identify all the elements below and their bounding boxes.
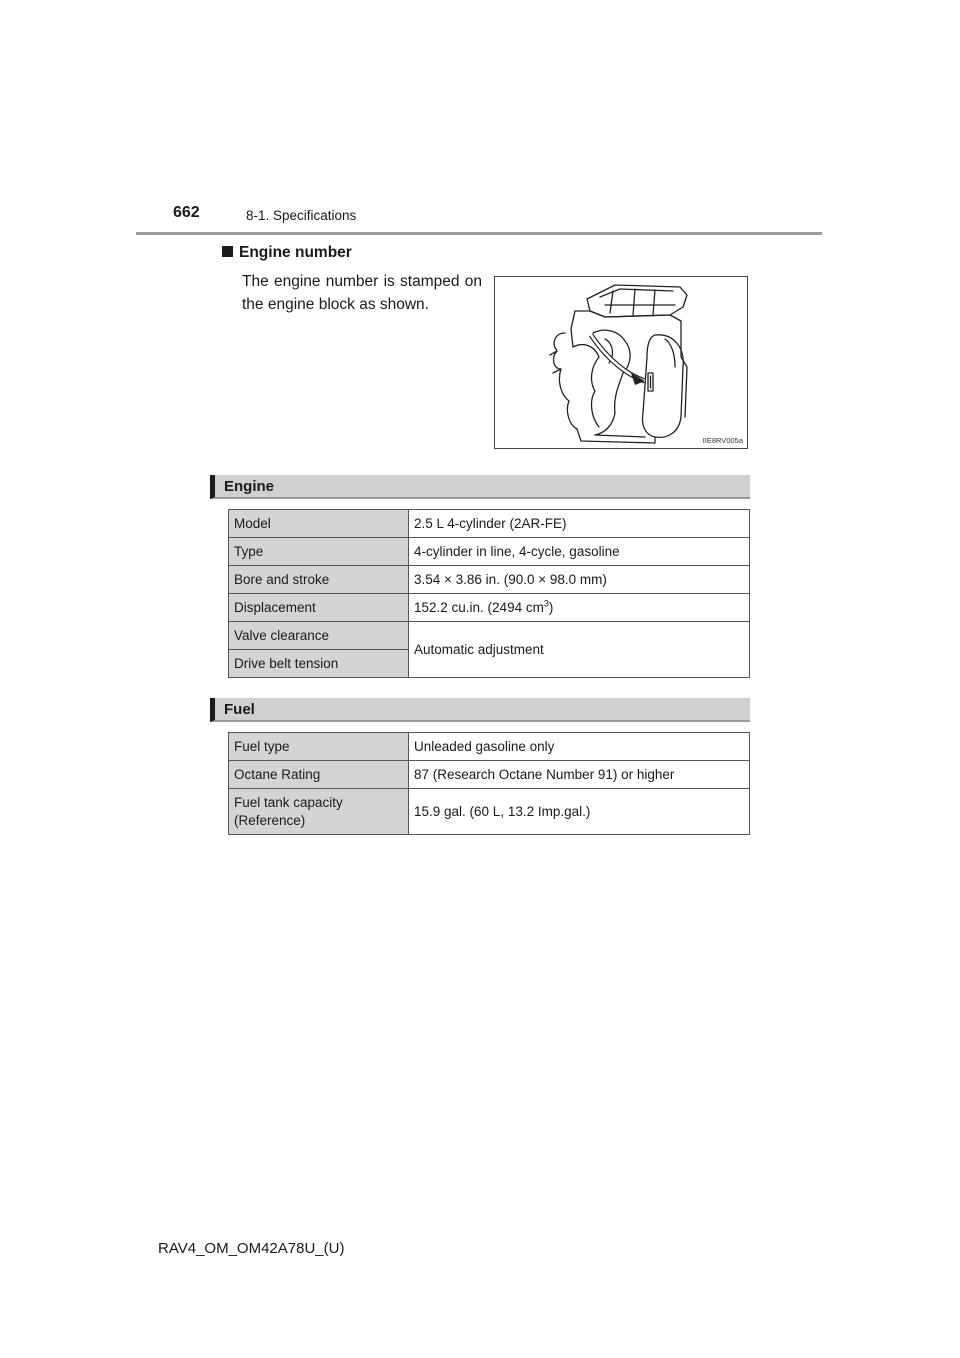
spec-value: 15.9 gal. (60 L, 13.2 Imp.gal.) xyxy=(409,789,750,835)
fuel-section-header xyxy=(210,698,750,722)
displacement-exponent: 3 xyxy=(543,598,549,609)
spec-value: Unleaded gasoline only xyxy=(409,733,750,761)
spec-label-line: Fuel tank capacity xyxy=(234,794,343,810)
square-bullet-icon xyxy=(222,246,233,257)
spec-label: Model xyxy=(229,510,409,538)
fuel-spec-table xyxy=(228,732,750,835)
spec-label: Drive belt tension xyxy=(229,650,409,678)
section-title: 8-1. Specifications xyxy=(246,208,357,223)
engine-spec-table xyxy=(228,509,750,678)
engine-section-header xyxy=(210,475,750,499)
spec-value: 4-cylinder in line, 4-cycle, gasoline xyxy=(409,538,750,566)
engine-block-illustration xyxy=(494,276,748,449)
table-row xyxy=(229,566,750,594)
spec-label xyxy=(229,789,409,835)
engine-drawing xyxy=(495,277,747,448)
fuel-section-title: Fuel xyxy=(224,701,255,718)
table-row xyxy=(229,622,750,650)
table-row xyxy=(229,594,750,622)
spec-label: Fuel type xyxy=(229,733,409,761)
spec-label: Type xyxy=(229,538,409,566)
table-row xyxy=(229,538,750,566)
spec-label: Valve clearance xyxy=(229,622,409,650)
engine-number-description: The engine number is stamped on the engine block as shown. xyxy=(242,273,482,313)
spec-value: 87 (Research Octane Number 91) or higher xyxy=(409,761,750,789)
spec-value: Automatic adjustment xyxy=(409,622,750,678)
spec-value xyxy=(409,594,750,622)
spec-label-line: (Reference) xyxy=(234,812,306,828)
spec-value: 3.54 × 3.86 in. (90.0 × 98.0 mm) xyxy=(409,566,750,594)
spec-value: 2.5 L 4-cylinder (2AR-FE) xyxy=(409,510,750,538)
spec-label: Octane Rating xyxy=(229,761,409,789)
engine-section-title: Engine xyxy=(224,478,275,495)
table-row xyxy=(229,789,750,835)
table-row xyxy=(229,761,750,789)
document-code: RAV4_OM_OM42A78U_(U) xyxy=(158,1240,345,1257)
table-row xyxy=(229,733,750,761)
figure-code: IIE8RV005a xyxy=(702,436,743,445)
page-number: 662 xyxy=(173,204,200,221)
table-row xyxy=(229,510,750,538)
displacement-value: 152.2 cu.in. (2494 cm xyxy=(414,600,544,615)
engine-number-heading-text: Engine number xyxy=(239,244,352,261)
displacement-close: ) xyxy=(548,600,554,615)
spec-label: Displacement xyxy=(229,594,409,622)
header-divider xyxy=(136,232,822,235)
engine-number-heading xyxy=(222,244,352,262)
spec-label: Bore and stroke xyxy=(229,566,409,594)
